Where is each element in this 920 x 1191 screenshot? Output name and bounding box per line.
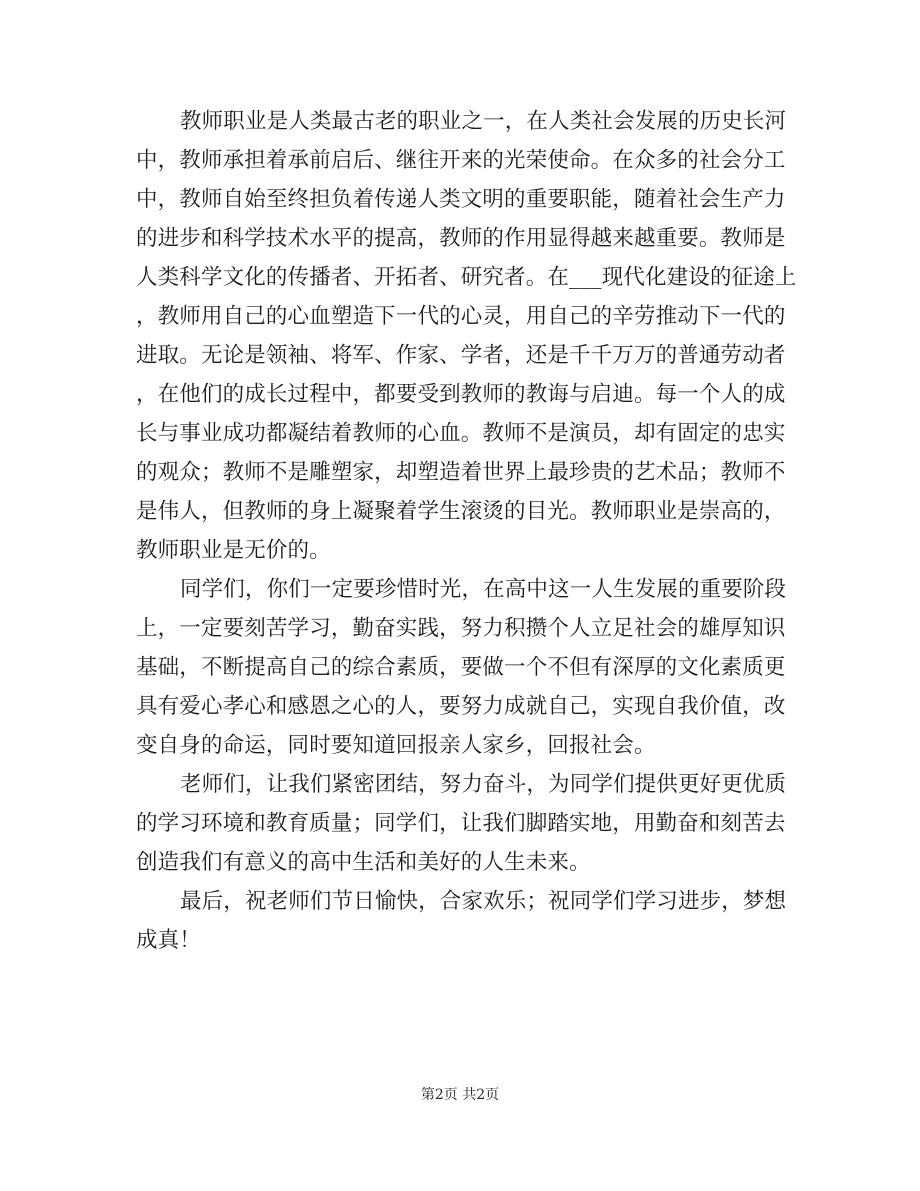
- page-footer: 第2页 共2页: [420, 1087, 500, 1103]
- text-line: 进取。无论是领袖、将军、作家、学者，还是千千万万的普通劳动者: [136, 343, 786, 368]
- text-line: 创造我们有意义的高中生活和美好的人生未来。: [136, 850, 591, 875]
- text-line: 上，一定要刻苦学习，勤奋实践，努力积攒个人立足社会的雄厚知识: [136, 616, 786, 641]
- text-line: 同学们，你们一定要珍惜时光，在高中这一人生发展的重要阶段: [180, 577, 787, 602]
- text-line: 老师们，让我们紧密团结，努力奋斗，为同学们提供更好更优质: [180, 772, 787, 797]
- text-line: 教师职业是人类最古老的职业之一，在人类社会发展的历史长河: [180, 109, 787, 134]
- text-line: 基础，不断提高自己的综合素质，要做一个不但有深厚的文化素质更: [136, 655, 786, 680]
- text-line: 最后，祝老师们节日愉快，合家欢乐；祝同学们学习进步，梦想: [180, 889, 787, 914]
- text-line: 具有爱心孝心和感恩之心的人，要努力成就自己，实现自我价值，改: [136, 694, 786, 719]
- text-line: 是伟人，但教师的身上凝聚着学生滚烫的目光。教师职业是崇高的，: [136, 499, 786, 524]
- text-line: ，教师用自己的心血塑造下一代的心灵，用自己的辛劳推动下一代的: [136, 304, 786, 329]
- text-line: ，在他们的成长过程中，都要受到教师的教诲与启迪。每一个人的成: [136, 382, 786, 407]
- document-body: [136, 102, 797, 960]
- text-line: 的学习环境和教育质量；同学们，让我们脚踏实地，用勤奋和刻苦去: [136, 811, 786, 836]
- text-line: 长与事业成功都凝结着教师的心血。教师不是演员，却有固定的忠实: [136, 421, 786, 446]
- text-line: 中，教师承担着承前启后、继往开来的光荣使命。在众多的社会分工: [136, 148, 786, 173]
- text-line: 人类科学文化的传播者、开拓者、研究者。在___现代化建设的征途上: [136, 265, 797, 290]
- text-line: 的进步和科学技术水平的提高，教师的作用显得越来越重要。教师是: [136, 226, 786, 251]
- text-line: 变自身的命运，同时要知道回报亲人家乡，回报社会。: [136, 733, 656, 758]
- text-line: 的观众；教师不是雕塑家，却塑造着世界上最珍贵的艺术品；教师不: [136, 460, 786, 485]
- text-line: 教师职业是无价的。: [136, 538, 331, 563]
- text-line: 成真！: [136, 928, 201, 953]
- text-line: 中，教师自始至终担负着传递人类文明的重要职能，随着社会生产力: [136, 187, 786, 212]
